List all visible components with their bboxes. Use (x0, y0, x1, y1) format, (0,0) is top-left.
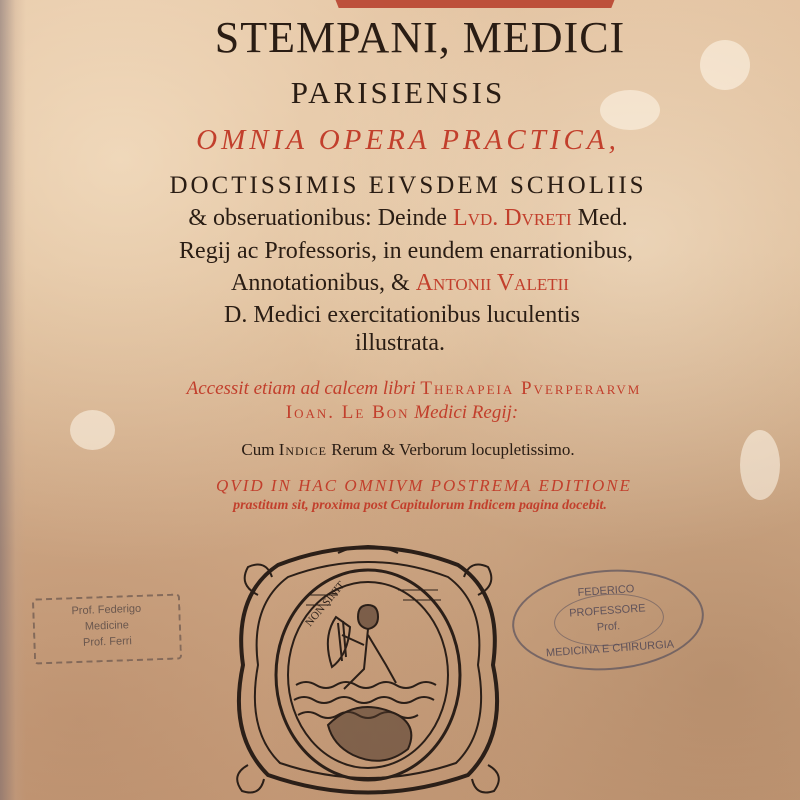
device-motto: NON SINIT (303, 579, 348, 629)
cum-indice-line (8, 440, 800, 460)
library-stamp-left (32, 593, 182, 664)
name-dureti: Lvd. Dvreti (453, 205, 572, 231)
subtitle-line-2 (8, 205, 800, 232)
stamp-text: FEDERICO (577, 583, 635, 600)
stamp-text: Prof. Ferri (82, 635, 133, 649)
library-stamp-right (509, 563, 708, 676)
stamp-text: MEDICINA E CHIRURGIA (545, 638, 675, 660)
accessit-line-1 (14, 378, 800, 400)
stamp-text: PROFESSORE (568, 602, 646, 620)
stamp-text: Prof. (596, 620, 621, 634)
page-edge-shadow (0, 0, 26, 800)
rerum-text: Rerum & Verborum locupletissimo. (331, 440, 575, 459)
indice-text: Indice (278, 440, 328, 459)
subtitle-line-1: DOCTISSIMIS EIVSDEM SCHOLIIS (169, 172, 647, 199)
cropped-red-title (330, 0, 620, 8)
subtitle-text: Annotationibus, & (231, 270, 410, 296)
subtitle-line-3: Regij ac Professoris, in eundem enarrationibus, (179, 238, 633, 264)
quid-line-1: QVID IN HAC OMNIVM POSTREMA EDITIONE (216, 476, 632, 495)
subtitle-line-4 (0, 270, 800, 297)
stamp-text: Medicine (84, 619, 130, 633)
accessit-caps: Therapeia Pverperarvm (420, 378, 642, 399)
subtitle-text: Med. (577, 205, 628, 231)
subtitle-text: & obseruationibus: Deinde (188, 205, 448, 231)
accessit-italic: Accessit etiam ad calcem libri (186, 378, 416, 399)
cum-text: Cum (241, 440, 275, 459)
city-line: PARISIENSIS (290, 75, 506, 110)
le-bon-name: Ioan. Le Bon (285, 402, 410, 423)
le-bon-title: Medici Regij: (414, 402, 519, 423)
main-title: OMNIA OPERA PRACTICA, (196, 124, 620, 156)
quid-line-2: prastitum sit, proxima post Capitulorum Indicem pagina docebit. (233, 498, 607, 513)
name-valetii: Antonii Valetii (415, 270, 569, 296)
subtitle-line-5: D. Medici exercitationibus luculentis (224, 302, 580, 328)
stamp-text: Prof. Federigo (71, 602, 142, 618)
author-line: STEMPANI, MEDICI (214, 13, 626, 62)
printers-device-emblem (218, 535, 518, 800)
subtitle-line-6: illustrata. (355, 330, 445, 356)
accessit-line-2 (2, 402, 800, 424)
